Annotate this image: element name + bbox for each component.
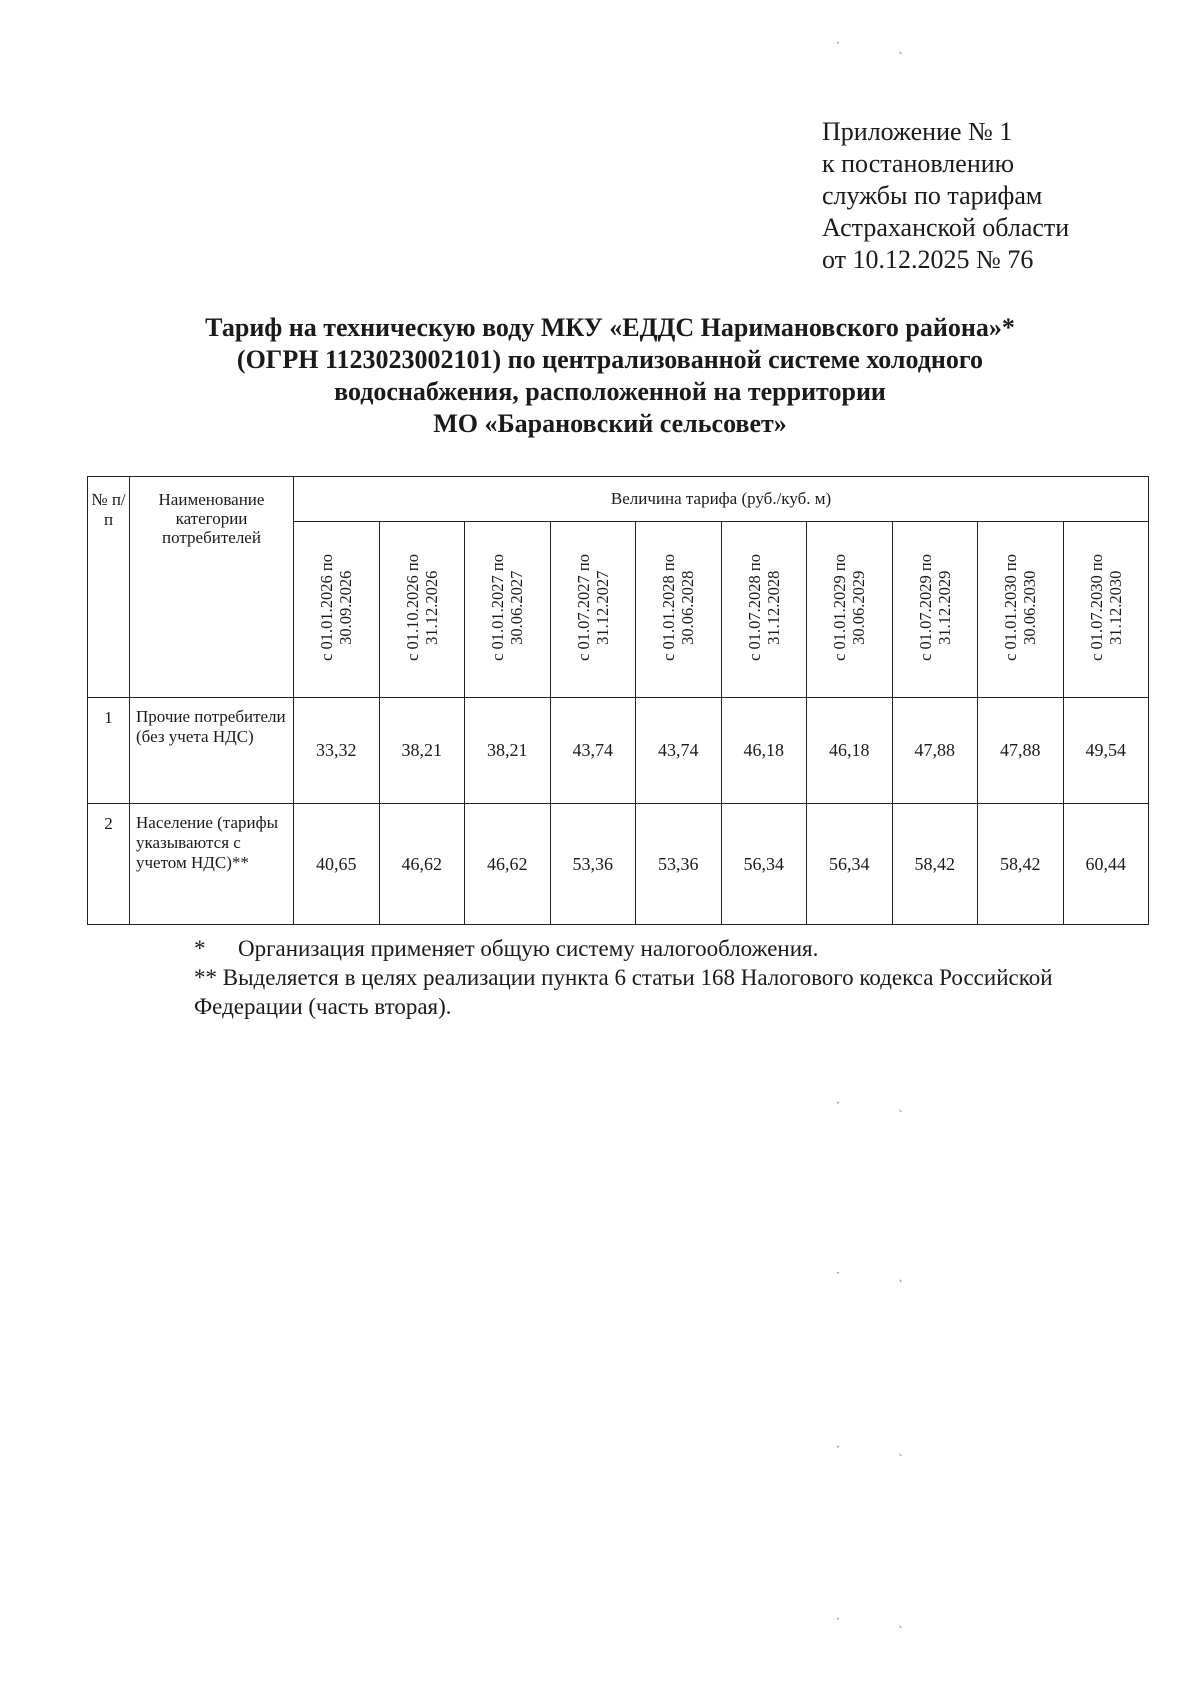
footnotes — [194, 934, 1053, 1021]
tariff-value: 38,21 — [379, 698, 465, 804]
title-line: (ОГРН 1123023002101) по централизованной системе холодного — [236, 345, 984, 374]
header-period — [636, 522, 722, 698]
appendix-line: Астраханской области — [822, 213, 1070, 242]
consumer-category: Население (тарифы указываются с учетом НДС)** — [130, 804, 294, 925]
footnote-1 — [194, 934, 1053, 963]
footnote-2-line: ** Выделяется в целях реализации пункта 6 статьи 168 Налогового кодекса Российской — [194, 965, 1053, 990]
tariff-value: 49,54 — [1063, 698, 1149, 804]
period-start: с 01.07.2028 по — [744, 553, 764, 661]
tariff-value: 33,32 — [294, 698, 380, 804]
consumer-category: Прочие потребители (без учета НДС) — [130, 698, 294, 804]
header-consumer-category: Наименование категории потребителей — [130, 477, 294, 698]
scan-speck: ˎ — [898, 40, 904, 54]
period-end: 30.06.2030 — [1020, 569, 1040, 645]
appendix-line: к постановлению — [822, 149, 1015, 178]
tariff-value: 43,74 — [636, 698, 722, 804]
row-number: 2 — [88, 804, 130, 925]
tariff-value: 47,88 — [892, 698, 978, 804]
period-end: 30.09.2026 — [336, 569, 356, 645]
header-period — [807, 522, 893, 698]
period-end: 31.12.2029 — [934, 569, 954, 645]
tariff-value: 56,34 — [807, 804, 893, 925]
header-period — [379, 522, 465, 698]
scan-speck: · — [836, 1096, 840, 1110]
header-row-number: № п/п — [88, 477, 130, 698]
period-start: с 01.01.2027 по — [488, 553, 508, 661]
period-start: с 01.07.2029 по — [915, 553, 935, 661]
title-line: МО «Барановский сельсовет» — [433, 409, 787, 438]
period-start: с 01.10.2026 по — [402, 553, 422, 661]
title-line: Тариф на техническую воду МКУ «ЕДДС Наримановского района»* — [205, 313, 1015, 342]
period-end: 30.06.2028 — [678, 569, 698, 645]
period-start: с 01.01.2026 по — [317, 553, 337, 661]
scan-speck: ˎ — [898, 1614, 904, 1628]
appendix-line: от 10.12.2025 № 76 — [822, 245, 1034, 274]
tariff-value: 38,21 — [465, 698, 551, 804]
tariff-value: 58,42 — [892, 804, 978, 925]
header-period — [721, 522, 807, 698]
tariff-value: 56,34 — [721, 804, 807, 925]
period-end: 31.12.2027 — [592, 569, 612, 645]
table-row — [88, 804, 1149, 925]
tariff-value: 40,65 — [294, 804, 380, 925]
tariff-value: 47,88 — [978, 698, 1064, 804]
tariff-table — [87, 476, 1149, 925]
scan-speck: ˎ — [898, 1442, 904, 1456]
period-end: 31.12.2026 — [421, 569, 441, 645]
document-title — [80, 312, 1140, 440]
period-end: 31.12.2028 — [763, 569, 783, 645]
row-number: 1 — [88, 698, 130, 804]
scan-speck: · — [836, 1612, 840, 1626]
scan-speck: ˎ — [898, 1098, 904, 1112]
footnote-mark: * — [194, 936, 206, 961]
title-line: водоснабжения, расположенной на территории — [334, 377, 886, 406]
period-start: с 01.07.2030 по — [1086, 553, 1106, 661]
header-period — [978, 522, 1064, 698]
tariff-value: 46,62 — [465, 804, 551, 925]
appendix-line: службы по тарифам — [822, 181, 1043, 210]
scan-speck: · — [836, 36, 840, 50]
header-period — [294, 522, 380, 698]
tariff-value: 58,42 — [978, 804, 1064, 925]
period-start: с 01.01.2030 по — [1001, 553, 1021, 661]
header-period — [1063, 522, 1149, 698]
footnote-2-line: Федерации (часть вторая). — [194, 994, 452, 1019]
period-end: 30.06.2029 — [849, 569, 869, 645]
tariff-value: 43,74 — [550, 698, 636, 804]
tariff-value: 46,62 — [379, 804, 465, 925]
scan-speck: · — [836, 1440, 840, 1454]
scan-speck: · — [836, 1266, 840, 1280]
table-row — [88, 698, 1149, 804]
appendix-header — [822, 116, 1069, 276]
header-period — [465, 522, 551, 698]
scan-speck: ˎ — [898, 1268, 904, 1282]
header-tariff-size: Величина тарифа (руб./куб. м) — [294, 477, 1149, 522]
header-period — [892, 522, 978, 698]
tariff-value: 46,18 — [721, 698, 807, 804]
period-start: с 01.01.2028 по — [659, 553, 679, 661]
header-period — [550, 522, 636, 698]
tariff-value: 46,18 — [807, 698, 893, 804]
period-start: с 01.07.2027 по — [573, 553, 593, 661]
period-start: с 01.01.2029 по — [830, 553, 850, 661]
tariff-value: 53,36 — [550, 804, 636, 925]
footnote-text: Организация применяет общую систему налогообложения. — [238, 936, 819, 961]
appendix-line: Приложение № 1 — [822, 117, 1013, 146]
period-end: 30.06.2027 — [507, 569, 527, 645]
tariff-value: 60,44 — [1063, 804, 1149, 925]
period-end: 31.12.2030 — [1105, 569, 1125, 645]
tariff-value: 53,36 — [636, 804, 722, 925]
